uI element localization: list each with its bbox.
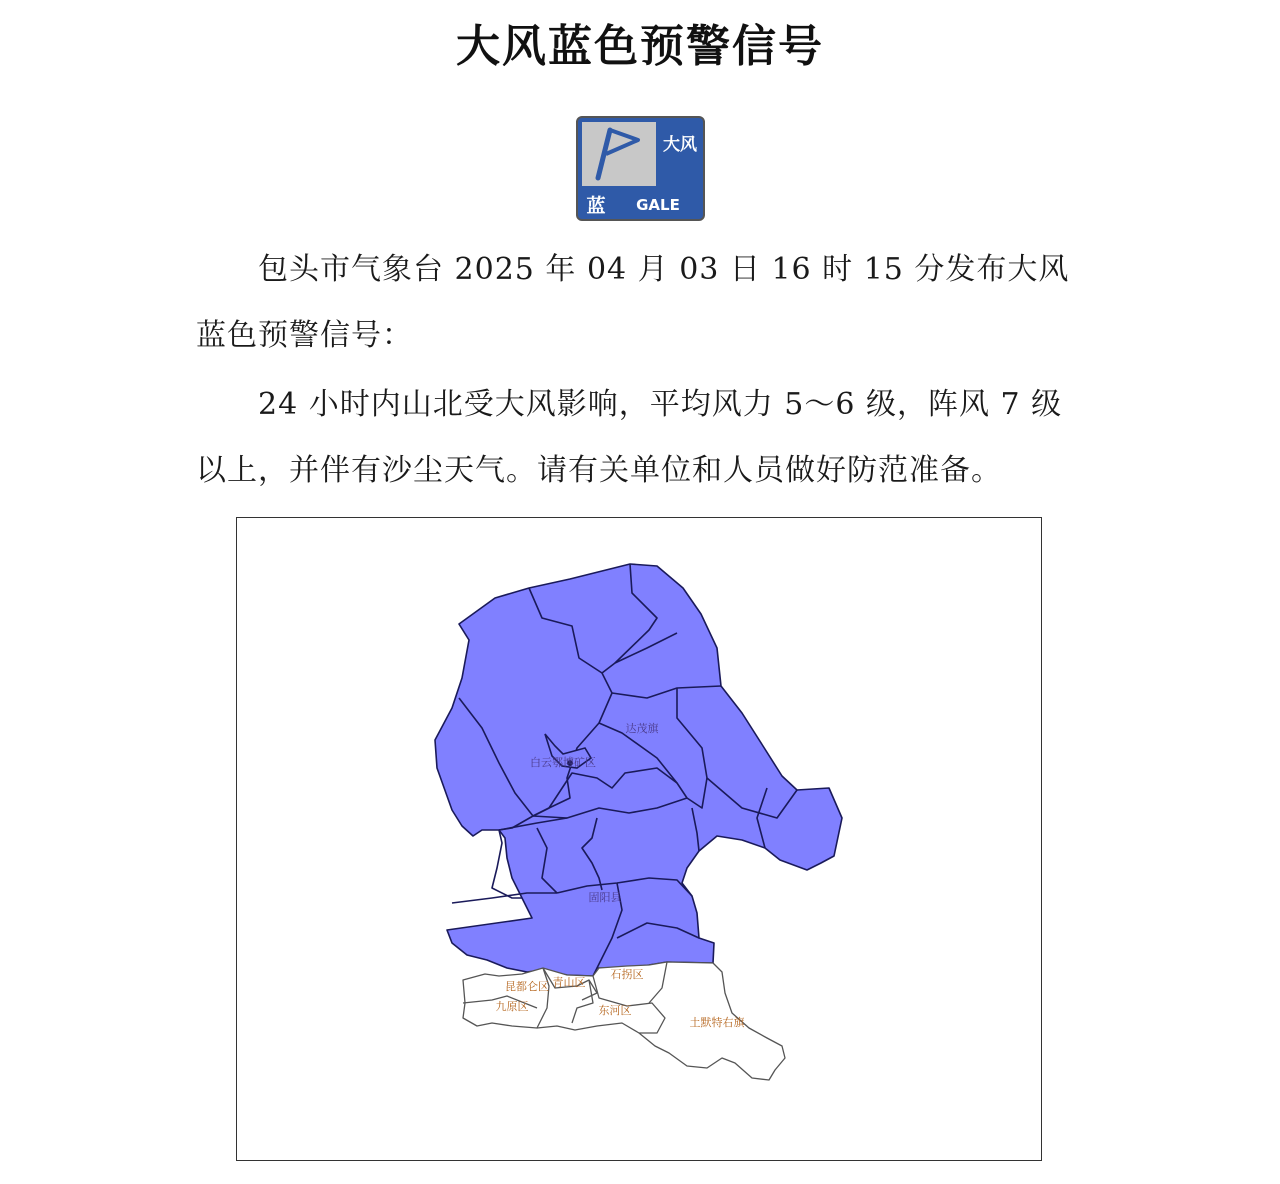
label-guyang: 固阳县 [588,891,622,904]
label-kundulun: 昆都仑区 [505,980,549,993]
warning-map [236,517,1042,1161]
logo-right-top-text: 大风 [663,135,697,155]
label-qingshan: 青山区 [552,976,586,989]
warning-content: 24 小时内山北受大风影响，平均风力 5～6 级，阵风 7 级以上，并伴有沙尘天气。请有关单位和人员做好防范准备。 [196,387,1063,488]
label-shiguai: 石拐区 [610,968,644,981]
logo-gale-text: GALE [636,196,680,214]
gale-blue-warning-logo [576,116,705,221]
label-tumote: 土默特右旗 [689,1016,745,1029]
issue-statement: 包头市气象台 2025 年 04 月 03 日 16 时 15 分发布大风蓝色预警信号： [196,252,1070,353]
warned-region [435,564,842,976]
label-baiyun: 白云鄂博矿区 [530,756,596,769]
logo-color-text: 蓝 [586,195,606,217]
label-donghe: 东河区 [598,1004,632,1017]
label-damao: 达茂旗 [625,722,659,735]
label-jiuyuan: 九原区 [495,1000,529,1013]
page-title: 大风蓝色预警信号 [456,21,824,72]
